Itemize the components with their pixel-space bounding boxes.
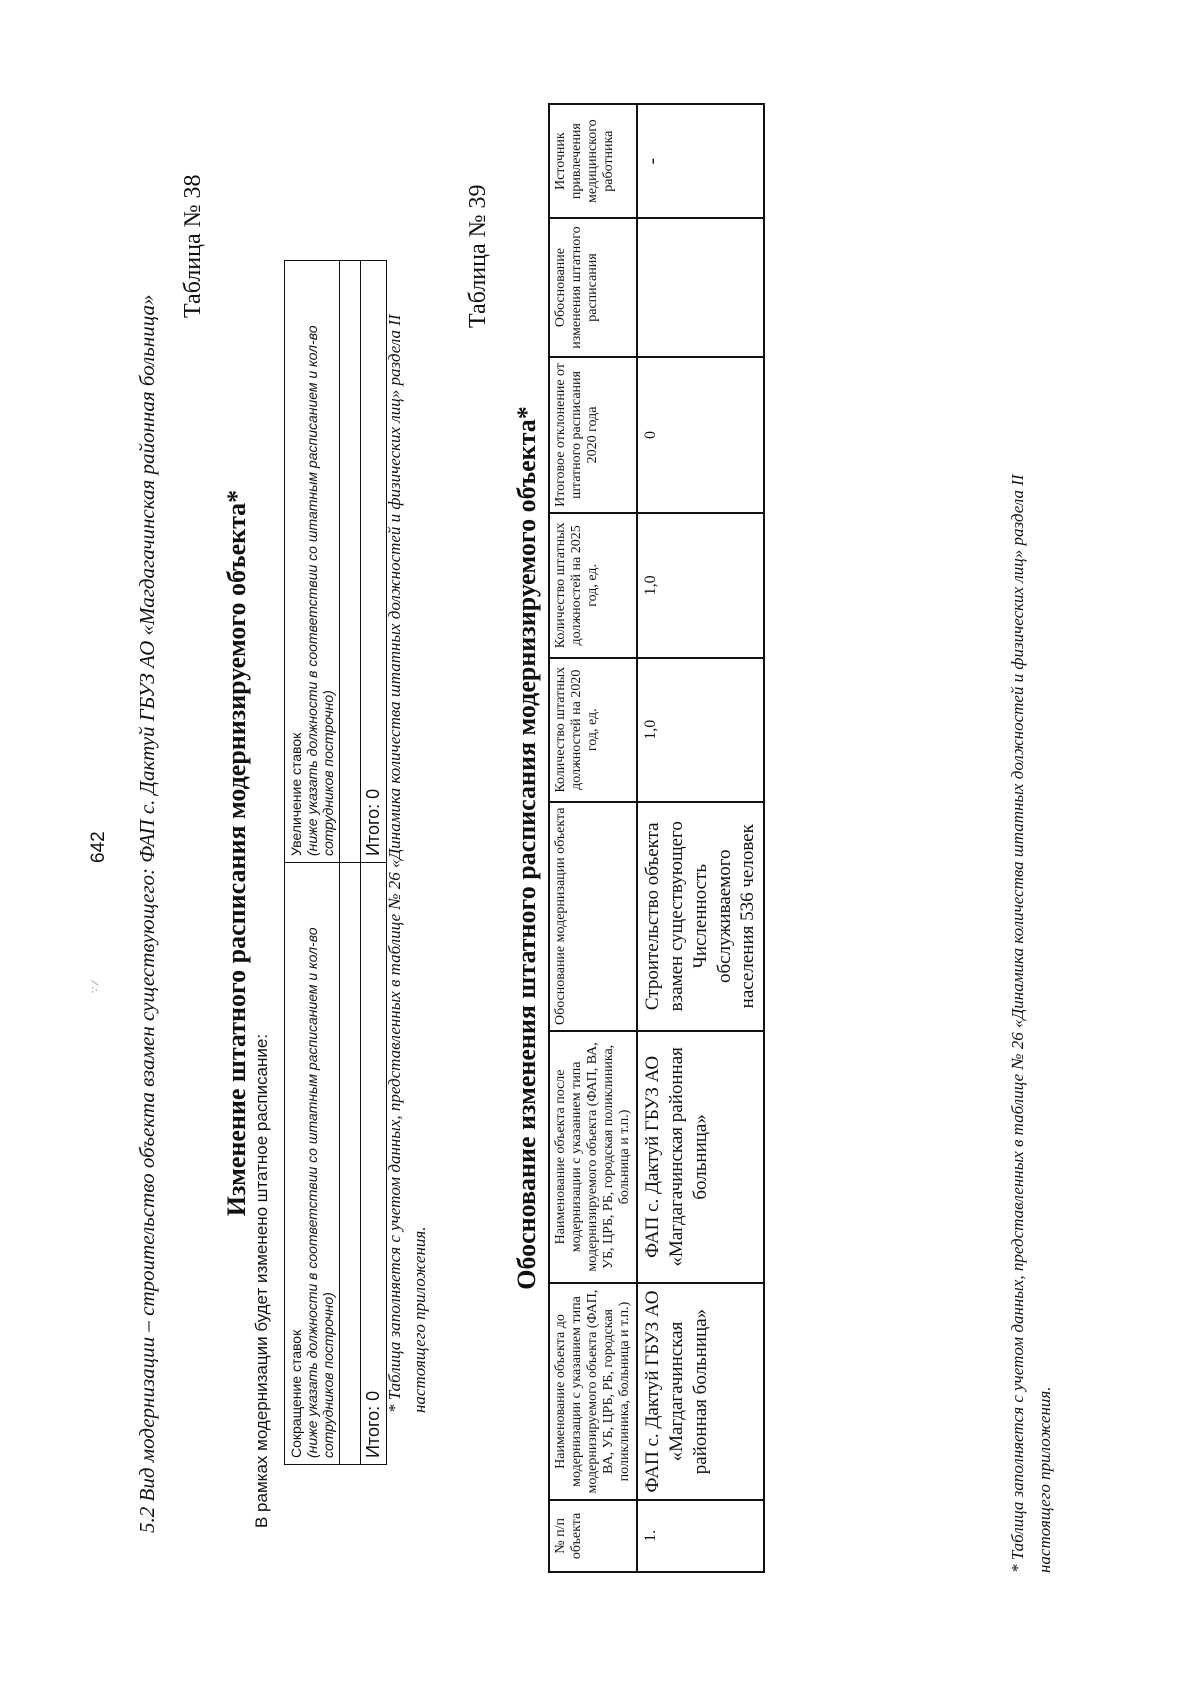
footnote-1-line-2: настоящего приложения.: [410, 1226, 429, 1413]
row-num: 1.: [637, 1500, 764, 1572]
table38-empty-cell: [340, 863, 361, 1465]
table38-label: Таблица № 38: [180, 174, 206, 318]
table38-empty-cell: [340, 261, 361, 863]
row-staff-2025: 1,0: [637, 513, 764, 657]
section-heading: 5.2 Вид модернизации – строительство объекта взамен существующего: ФАП с. Дактуй ГБУЗ АО «Магдагачинская районная больница»: [135, 294, 159, 1533]
total-right: Итого: 0: [361, 261, 387, 863]
row-justification: Строительство объекта взамен существующего Численность обслуживаемого населения 536 человек: [637, 802, 764, 1031]
header-deviation: Итоговое отклонение от штатного расписания 2020 года: [549, 357, 637, 513]
reduction-note: (ниже указать должности в соответствии со штатным расписанием и кол-во сотрудников построчно): [304, 927, 336, 1458]
row-staff-2020: 1,0: [637, 658, 764, 802]
scan-mark: ∵ ⁄: [90, 981, 101, 993]
table39-title: Обоснование изменения штатного расписания модернизируемого объекта*: [512, 406, 541, 1290]
table38-total-row: [361, 261, 387, 1465]
header-change-basis: Обоснование изменения штатного расписания: [549, 218, 637, 356]
table39-label: Таблица № 39: [465, 184, 491, 328]
table38: [284, 260, 387, 1465]
table39: [548, 103, 765, 1573]
header-staff-2020: Количество штатных должностей на 2020 год, ед.: [549, 658, 637, 802]
table-row: [637, 104, 764, 1572]
table38-empty-row: [340, 261, 361, 1465]
header-after: Наименование объекта после модернизации с указанием типа модернизируемого объекта (ФАП, ВА, УБ, ЦРБ, РБ, городская поликлиника, больница и т.п.): [549, 1031, 637, 1284]
row-after: ФАП с. Дактуй ГБУЗ АО «Магдагачинская районная больница»: [637, 1031, 764, 1284]
header-staff-2025: Количество штатных должностей на 2025 год, ед.: [549, 513, 637, 657]
header-source: Источник привлечения медицинского работника: [549, 104, 637, 218]
footnote-1-line-1: * Таблица заполняется с учетом данных, представленных в таблице № 26 «Динамика количества штатных должностей и физических лиц» раздела II: [385, 314, 404, 1413]
row-source: -: [637, 104, 764, 218]
table39-header-row: [549, 104, 637, 1572]
table38-title: Изменение штатного расписания модернизируемого объекта*: [222, 489, 251, 1217]
row-deviation: 0: [637, 357, 764, 513]
increase-title: Увеличение ставок: [288, 732, 304, 856]
total-left: Итого: 0: [361, 863, 387, 1465]
reduction-title: Сокращение ставок: [288, 1329, 304, 1458]
header-num: № п/п объекта: [549, 1500, 637, 1572]
header-justification: Обоснование модернизации объекта: [549, 802, 637, 1031]
table38-header-row: [285, 261, 340, 1465]
row-change-basis: [637, 218, 764, 356]
table38-increase-cell: [285, 261, 340, 863]
footnote-2-line-2: настоящего приложения.: [1035, 1386, 1054, 1573]
footnote-2-line-1: * Таблица заполняется с учетом данных, представленных в таблице № 26 «Динамика количества штатных должностей и физических лиц» раздела II: [1008, 474, 1027, 1573]
page-number: 642: [88, 831, 109, 863]
row-before: ФАП с. Дактуй ГБУЗ АО «Магдагачинская районная больница»: [637, 1283, 764, 1500]
increase-note: (ниже указать должности в соответствии со штатным расписанием и кол-во сотрудников построчно): [304, 325, 336, 856]
header-before: Наименование объекта до модернизации с указанием типа модернизируемого объекта (ФАП, ВА, УБ, ЦРБ, РБ, городская поликлиника, больница и т.п.): [549, 1283, 637, 1500]
table38-intro: В рамках модернизации будет изменено штатное расписание:: [252, 1033, 271, 1528]
table38-reduction-cell: [285, 863, 340, 1465]
